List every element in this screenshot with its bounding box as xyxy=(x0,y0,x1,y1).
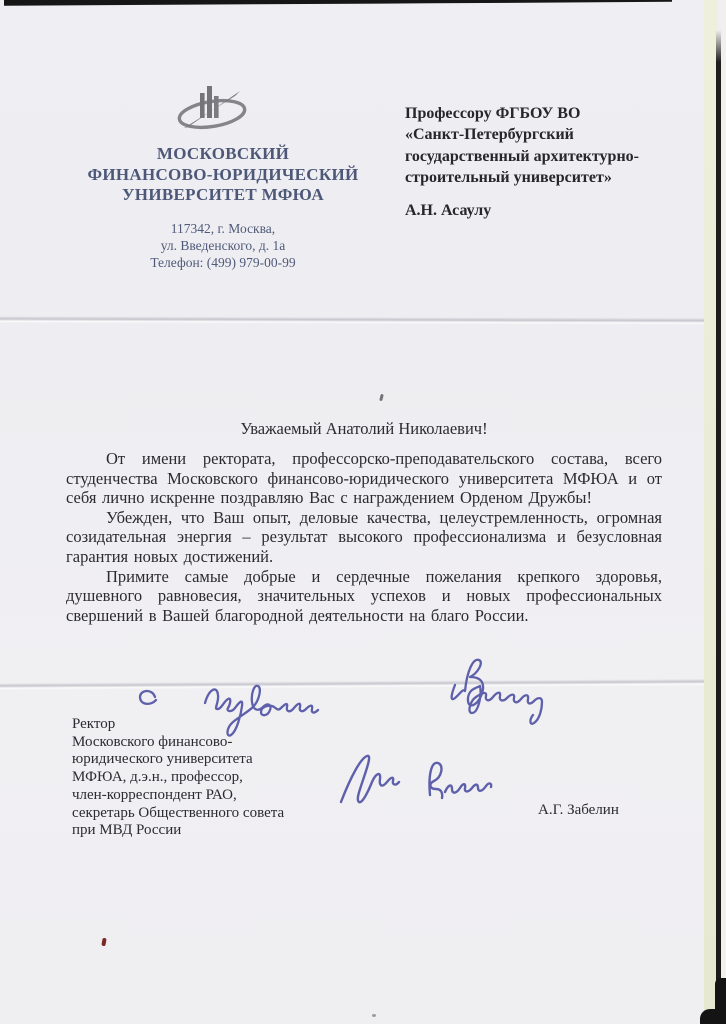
university-logo-icon xyxy=(169,83,255,131)
stray-mark xyxy=(379,394,384,402)
university-address xyxy=(30,221,416,271)
signer-title-line: секретарь Общественного совета xyxy=(72,804,285,821)
scanner-edge-top xyxy=(4,0,672,6)
address-line: Телефон: (499) 979-00-99 xyxy=(150,254,296,270)
body-paragraph: От имени ректората, профессорско-преподавательского состава, всего студенчества Московского финансово-юридического университета МФЮА и от себя лично искренне поздравляю Вас с награждением Орденом Дружбы! xyxy=(66,449,662,508)
university-name-line: УНИВЕРСИТЕТ МФЮА xyxy=(122,185,324,204)
address-line: 117342, г. Москва, xyxy=(170,221,276,236)
signer-title-line: Ректор xyxy=(72,716,116,732)
signer-name: А.Г. Забелин xyxy=(538,802,619,818)
scanner-corner-bottom-right xyxy=(700,1009,726,1024)
signer-title-line: при МВД России xyxy=(72,822,182,839)
recipient-line: государственный архитектурно- xyxy=(405,147,639,165)
signer-title-line: МФЮА, д.э.н., профессор, xyxy=(72,769,243,786)
signature-scribble xyxy=(333,740,511,818)
university-name-line: ФИНАНСОВО-ЮРИДИЧЕСКИЙ xyxy=(87,164,359,184)
signer-title-line: юридического университета xyxy=(72,751,253,768)
signer-title-block xyxy=(72,716,352,840)
recipient-line: «Санкт-Петербургский xyxy=(405,126,574,144)
recipient-name: А.Н. Асаулу xyxy=(405,201,492,219)
recipient-line: строительный университет» xyxy=(405,169,612,187)
ink-speck xyxy=(101,938,106,947)
dust-dot xyxy=(372,1014,376,1017)
signer-title-line: Московского финансово- xyxy=(72,733,233,750)
salutation: Уважаемый Анатолий Николаевич! xyxy=(240,419,488,438)
university-name-line: МОСКОВСКИЙ xyxy=(156,144,290,163)
letter-body xyxy=(66,449,662,625)
address-line: ул. Введенского, д. 1а xyxy=(160,237,286,253)
university-name xyxy=(30,144,416,206)
body-paragraph: Примите самые добрые и сердечные пожелания крепкого здоровья, душевного равновесия, значительных успехов и новых профессиональных свершений в Вашей благородной деятельности на благо России. xyxy=(66,566,662,625)
recipient-line: Профессору ФГБОУ ВО xyxy=(405,105,581,122)
signer-title-line: член-корреспондент РАО, xyxy=(72,786,237,803)
scanner-margin-right xyxy=(721,0,726,1024)
body-paragraph: Убежден, что Ваш опыт, деловые качества, целеустремленность, огромная созидательная энергия – результат высокого профессионализма и безусловная гарантия новых достижений. xyxy=(66,507,662,566)
fold-crease-top xyxy=(0,316,706,325)
recipient-block xyxy=(405,103,705,221)
